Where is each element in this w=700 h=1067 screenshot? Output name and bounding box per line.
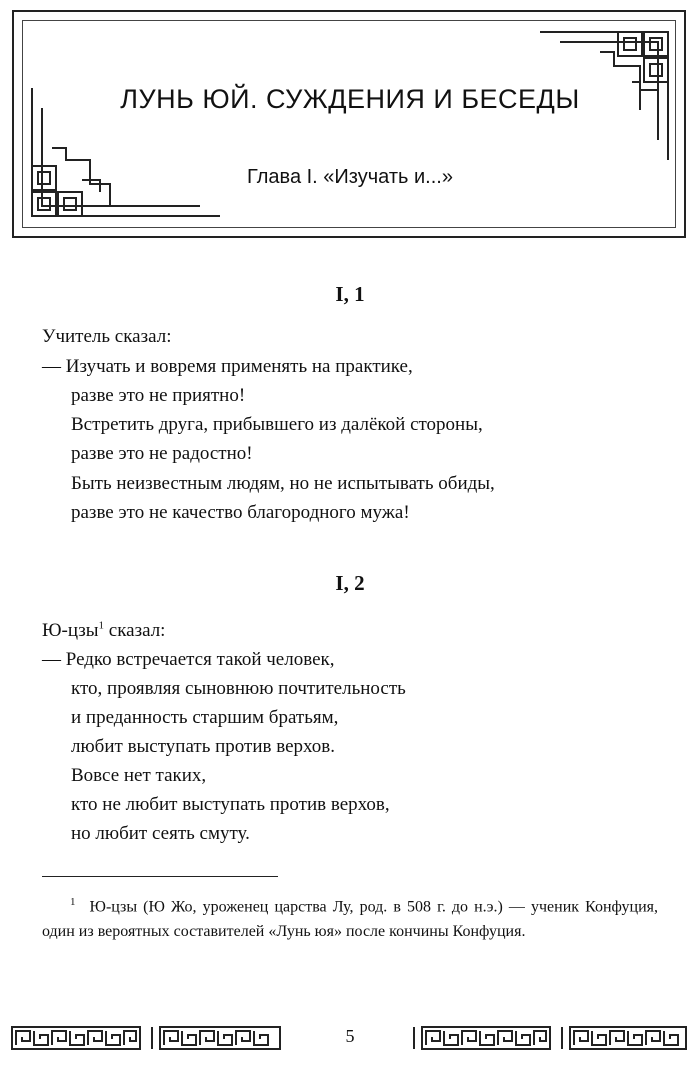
verse-line: кто, проявляя сыновнюю почтительность — [71, 678, 406, 699]
verse-line: любит выступать против верхов. — [71, 736, 336, 757]
verse-line: Быть неизвестным людям, но не испытывать обиды, — [71, 473, 495, 494]
book-title: ЛУНЬ ЮЙ. СУЖДЕНИЯ И БЕСЕДЫ — [120, 84, 580, 114]
page-number: 5 — [345, 1026, 355, 1046]
footnote — [42, 890, 658, 944]
section-heading-1: I, 1 — [335, 282, 365, 306]
verse-line: Вовсе нет таких, — [71, 765, 207, 786]
footer-ornament-right — [410, 1025, 690, 1051]
verse-line: разве это не приятно! — [71, 385, 246, 406]
speaker-name: Ю-цзы — [42, 620, 99, 641]
footnote-reference[interactable]: 1 — [98, 619, 105, 632]
speaker-rest: сказал: — [104, 620, 166, 641]
verse-line: — Изучать и вовремя применять на практике, — [42, 356, 413, 377]
verse-line: разве это не радостно! — [71, 443, 253, 464]
verse-line: и преданность старшим братьям, — [71, 707, 339, 728]
footnote-number: 1 — [70, 896, 76, 908]
section-heading-2: I, 2 — [335, 571, 365, 595]
speaker-line-2 — [42, 619, 165, 643]
verse-line: разве это не качество благородного мужа! — [71, 502, 410, 523]
chapter-title: Глава I. «Изучать и...» — [247, 166, 453, 188]
speaker-line-1: Учитель сказал: — [42, 326, 172, 347]
verse-line: но любит сеять смуту. — [71, 823, 250, 844]
footnote-text: Ю-цзы (Ю Жо, уроженец царства Лу, род. в 508 г. до н.э.) — ученик Конфуция, один из вероятных составителей «Лунь юя» после кончины Конфуция. — [42, 898, 658, 941]
verse-line: — Редко встречается такой человек, — [42, 649, 335, 670]
verse-line: кто не любит выступать против верхов, — [71, 794, 390, 815]
verse-line: Встретить друга, прибывшего из далёкой стороны, — [71, 414, 483, 435]
footnote-divider — [42, 876, 278, 877]
